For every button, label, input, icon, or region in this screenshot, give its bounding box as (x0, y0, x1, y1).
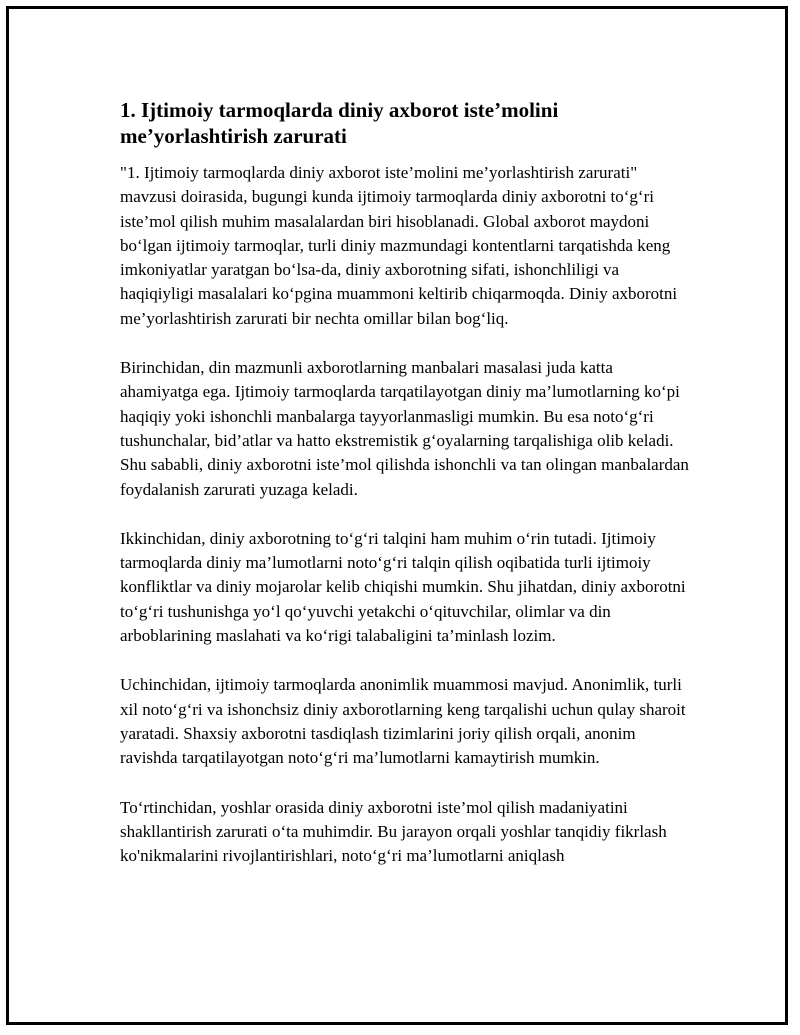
paragraph-first-point: Birinchidan, din mazmunli axborotlarning manbalari masalasi juda katta ahamiyatga ega. Ijtimoiy tarmoqlarda tarqatilayotgan diniy ma’lumotlarning ko‘pi haqiqiy yoki ishonchli manbalarga tayyorlanmasligi mumkin. Bu esa noto‘g‘ri tushunchalar, bid’atlar va hatto ekstremistik g‘oyalarning tarqalishiga olib keladi. Shu sababli, diniy axborotni iste’mol qilishda ishonchli va tan olingan manbalardan foydalanish zarurati yuzaga keladi. (120, 358, 689, 499)
document-page (6, 6, 788, 1025)
paragraph-second-point: Ikkinchidan, diniy axborotning to‘g‘ri talqini ham muhim o‘rin tutadi. Ijtimoiy tarmoqlarda diniy ma’lumotlarni noto‘g‘ri talqin qilish oqibatida turli ijtimoiy konfliktlar va diniy mojarolar kelib chiqishi mumkin. Shu jihatdan, diniy axborotni to‘g‘ri tushunishga yo‘l qo‘yuvchi yetakchi o‘qituvchilar, olimlar va din arboblarining maslahati va ko‘rigi talabaligini ta’minlash lozim. (120, 528, 686, 646)
paragraph-intro: "1. Ijtimoiy tarmoqlarda diniy axborot iste’molini me’yorlashtirish zarurati" mavzusi doirasida, bugungi kunda ijtimoiy tarmoqlarda diniy axborotni to‘g‘ri iste’mol qilish muhim masalalardan biri hisoblanadi. Global axborot maydoni bo‘lgan ijtimoiy tarmoqlar, turli diniy mazmundagi kontentlarni tarqatishda keng imkoniyatlar yaratgan bo‘lsa-da, diniy axborotning sifati, ishonchliligi va haqiqiyligi masalalari ko‘pgina muammoni keltirib chiqarmoqda. Diniy axborotni me’yorlashtirish zarurati bir nechta omillar bilan bog‘liq. (120, 163, 678, 328)
document-body (120, 97, 690, 893)
paragraph-third-point: Uchinchidan, ijtimoiy tarmoqlarda anonimlik muammosi mavjud. Anonimlik, turli xil noto‘g‘ri va ishonchsiz diniy axborotlarning keng tarqalishi uchun qulay sharoit yaratadi. Shaxsiy axborotni tasdiqlash tizimlarini joriy qilish orqali, anonim ravishda tarqatilayotgan noto‘g‘ri ma’lumotlarni kamaytirish mumkin. (120, 675, 686, 768)
section-heading: 1. Ijtimoiy tarmoqlarda diniy axborot iste’molini me’yorlashtirish zarurati (120, 98, 559, 148)
paragraph-fourth-point: To‘rtinchidan, yoshlar orasida diniy axborotni iste’mol qilish madaniyatini shakllantirish zarurati o‘ta muhimdir. Bu jarayon orqali yoshlar tanqidiy fikrlash ko'nikmalarini rivojlantirishlari, noto‘g‘ri ma’lumotlarni aniqlash (120, 797, 667, 866)
